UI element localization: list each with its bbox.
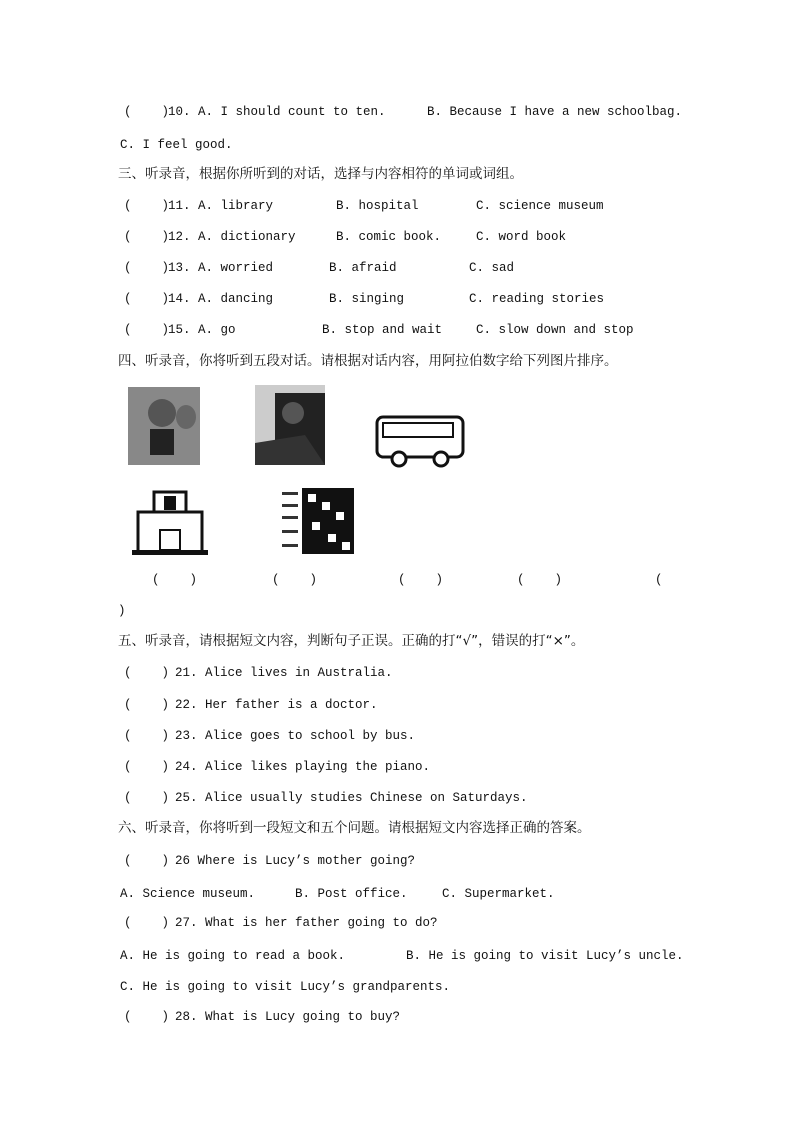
q24: 24. Alice likes playing the piano. [175, 760, 431, 774]
q28: 28. What is Lucy going to buy? [175, 1010, 401, 1024]
q27-a: A. He is going to read a book. [120, 949, 346, 963]
order-blank-5-open: ( [655, 573, 663, 587]
q11-c: C. science museum [476, 199, 604, 213]
q27: 27. What is her father going to do? [175, 916, 438, 930]
order-blank-2: ( ) [272, 573, 318, 587]
q22: 22. Her father is a doctor. [175, 698, 378, 712]
answer-paren: ( ) [124, 666, 170, 680]
answer-paren: ( ) [124, 698, 170, 712]
bus-picture [375, 415, 469, 469]
q13-c: C. sad [469, 261, 515, 275]
q27-c: C. He is going to visit Lucy’s grandparents. [120, 980, 451, 994]
q14: 14. A. dancing [168, 292, 274, 306]
hospital-picture [130, 490, 210, 556]
q14-c: C. reading stories [469, 292, 605, 306]
q14-b: B. singing [329, 292, 405, 306]
answer-paren: ( ) [124, 916, 170, 930]
order-blank-5-close: ) [118, 604, 126, 618]
answer-paren: ( ) [124, 791, 170, 805]
answer-paren: ( ) [124, 261, 170, 275]
q21: 21. Alice lives in Australia. [175, 666, 393, 680]
answer-paren: ( ) [124, 199, 170, 213]
answer-paren: ( ) [124, 760, 170, 774]
q11: 11. A. library [168, 199, 274, 213]
q10-option-b: B. Because I have a new schoolbag. [427, 105, 683, 119]
answer-paren: ( ) [124, 292, 170, 306]
q25: 25. Alice usually studies Chinese on Saturdays. [175, 791, 528, 805]
q12: 12. A. dictionary [168, 230, 296, 244]
section-3-title: 三、听录音，根据你所听到的对话，选择与内容相符的单词或词组。 [118, 166, 523, 182]
q10-text: 10. A. I should count to ten. [168, 105, 386, 119]
crossword-picture [282, 488, 354, 554]
answer-paren: ( ) [124, 854, 170, 868]
man-on-phone-picture [255, 385, 325, 465]
q26-c: C. Supermarket. [442, 887, 555, 901]
section-5-title: 五、听录音，请根据短文内容，判断句子正误。正确的打“√”，错误的打“×”。 [118, 633, 585, 649]
q26-b: B. Post office. [295, 887, 408, 901]
q23: 23. Alice goes to school by bus. [175, 729, 416, 743]
order-blank-3: ( ) [398, 573, 444, 587]
section-4-title: 四、听录音，你将听到五段对话。请根据对话内容，用阿拉伯数字给下列图片排序。 [118, 353, 618, 369]
q26-a: A. Science museum. [120, 887, 256, 901]
q13-b: B. afraid [329, 261, 397, 275]
q27-b: B. He is going to visit Lucy’s uncle. [406, 949, 684, 963]
q10-option-c: C. I feel good. [120, 138, 233, 152]
answer-paren: ( ) [124, 323, 170, 337]
answer-paren: ( ) [124, 1010, 170, 1024]
answer-paren: ( ) [124, 230, 170, 244]
q26: 26 Where is Lucy’s mother going? [175, 854, 416, 868]
q12-c: C. word book [476, 230, 567, 244]
answer-paren: ( ) [124, 105, 170, 119]
section-6-title: 六、听录音，你将听到一段短文和五个问题。请根据短文内容选择正确的答案。 [118, 820, 591, 836]
answer-paren: ( ) [124, 729, 170, 743]
q13: 13. A. worried [168, 261, 274, 275]
q15: 15. A. go [168, 323, 236, 337]
q12-b: B. comic book. [336, 230, 442, 244]
q15-c: C. slow down and stop [476, 323, 634, 337]
order-blank-1: ( ) [152, 573, 198, 587]
q11-b: B. hospital [336, 199, 419, 213]
girl-painter-picture [128, 387, 200, 465]
q15-b: B. stop and wait [322, 323, 443, 337]
order-blank-4: ( ) [517, 573, 563, 587]
